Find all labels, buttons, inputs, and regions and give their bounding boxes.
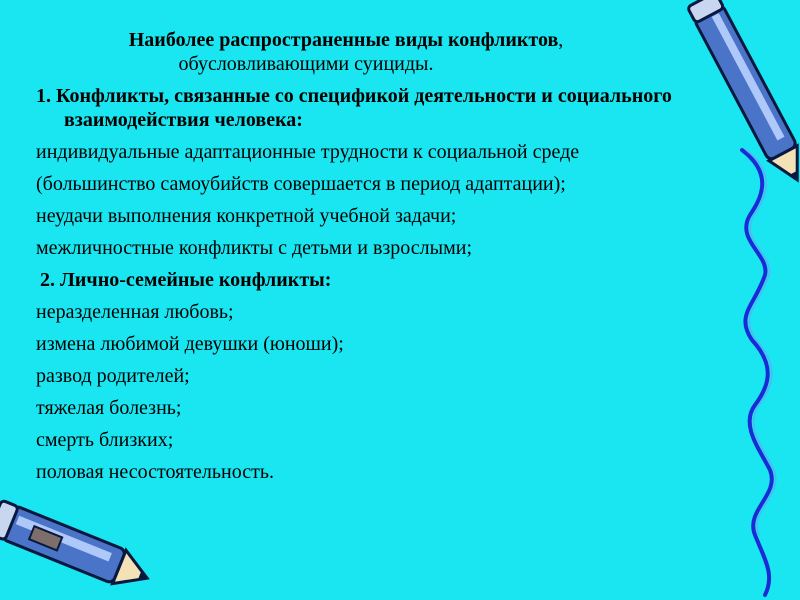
section2-heading: 2. Лично-семейные конфликты: [40,269,332,291]
list-item: неудачи выполнения конкретной учебной задачи; [36,205,457,227]
list-item: измена любимой девушки (юноши); [36,333,344,355]
title-comma: , [558,29,564,51]
pencil-bottom-left-icon [0,500,154,595]
list-item: смерть близких; [36,429,174,451]
list-item: межличностные конфликты с детьми и взрослыми; [36,237,473,259]
title-bold-part: Наиболее распространенные виды конфликтов [128,29,559,51]
slide-title-line1 [36,28,656,52]
list-item: индивидуальные адаптационные трудности к социальной среде [36,141,580,163]
list-item: неразделенная любовь; [36,301,234,323]
section1-heading: 1. Конфликты, связанные со спецификой деятельности и социального взаимодействия человека: [36,85,672,131]
slide-content [36,28,748,492]
list-item: тяжелая болезнь; [36,397,182,419]
list-item: развод родителей; [36,365,190,387]
list-item: половая несостоятельность. [36,461,274,483]
slide-title-line2: обусловливающими суициды. [178,53,434,75]
list-item: (большинство самоубийств совершается в период адаптации); [36,173,566,195]
